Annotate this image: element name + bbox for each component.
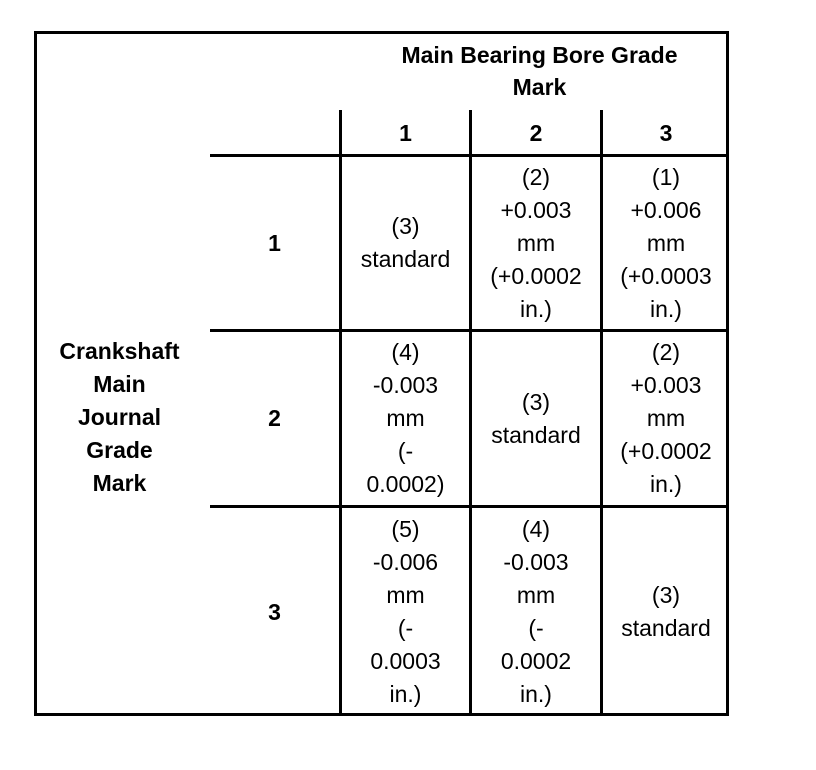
table-cell: (4) -0.003 mm (- 0.0002 in.) [500,516,572,707]
table-cell: (1) +0.006 mm (+0.0003 in.) [620,163,712,322]
table-cell: (3) standard [621,582,711,641]
table-cell: (2) +0.003 mm (+0.0002 in.) [490,163,582,322]
row-grade-1: 1 [268,229,281,256]
column-grade-1: 1 [399,119,412,146]
table-cell: (3) standard [360,213,451,272]
table-cell: (4) -0.003 mm (- 0.0002) [366,339,445,497]
column-grade-2: 2 [529,119,543,146]
row-header-title: Crankshaft Main Journal Grade Mark [59,338,180,496]
table-cell: (2) +0.003 mm (+0.0002 in.) [620,339,712,497]
row-grade-2: 2 [268,405,281,431]
column-grade-3: 3 [659,119,673,146]
column-header-title: Main Bearing Bore Grade Mark [401,42,678,100]
row-grade-3: 3 [268,598,281,625]
table-cell: (5) -0.006 mm (- 0.0003 in.) [370,516,441,707]
table-cell: (3) standard [491,388,581,448]
